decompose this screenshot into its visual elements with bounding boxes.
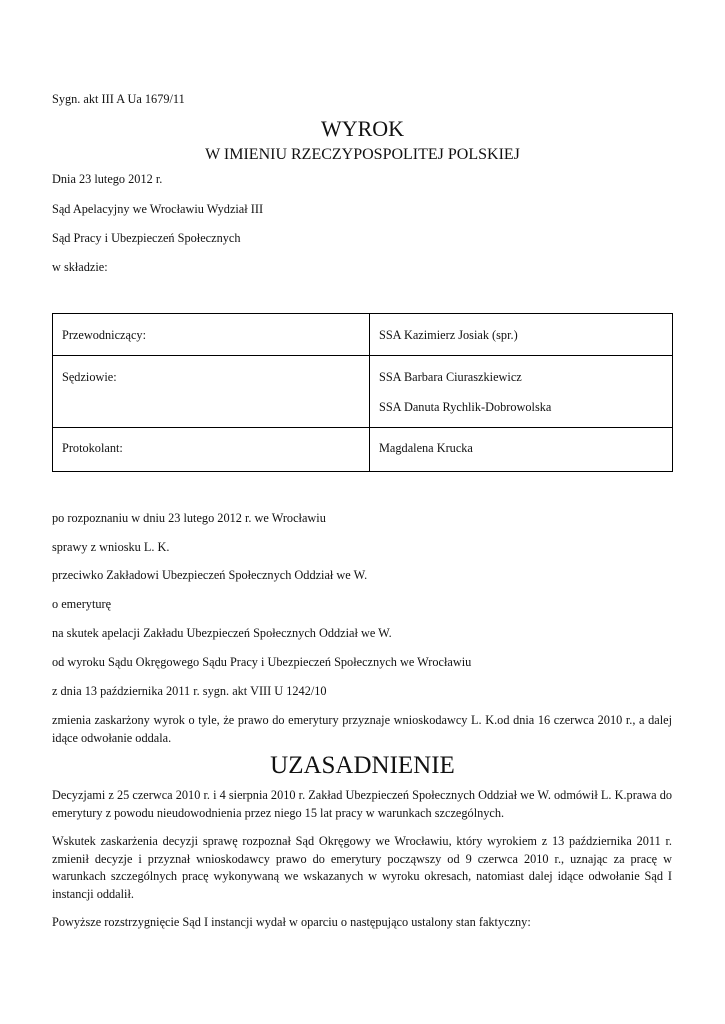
justification-paragraph-2: Wskutek zaskarżenia decyzji sprawę rozpoznał Sąd Okręgowy we Wrocławiu, który wyrokiem z 13 października 2011 r. zmienił decyzje i przyznał wnioskodawcy prawo do emerytury począwszy od 9 czerwca 2010 r., uznając za pracę w warunkach szczególnych pracę wykonywaną we wskazanych w wyroku okresach, natomiast dalej idące odwołanie Sąd I instancji oddalił.	[52, 834, 672, 901]
court-line-2: Sąd Pracy i Ubezpieczeń Społecznych	[52, 231, 241, 245]
proceedings-line-3: przeciwko Zakładowi Ubezpieczeń Społecznych Oddział we W.	[52, 568, 368, 582]
verdict-text: zmienia zaskarżony wyrok o tyle, że prawo do emerytury przyznaje wnioskodawcy L. K.od dnia 16 czerwca 2010 r., a dalej idące odwołanie oddala.	[52, 713, 672, 745]
clerk-label-cell	[53, 428, 370, 472]
composition-row-clerk	[53, 428, 673, 472]
justification-paragraph-1: Decyzjami z 25 czerwca 2010 r. i 4 sierpnia 2010 r. Zakład Ubezpieczeń Społecznych Oddział we W. odmówił L. K.prawa do emerytury z powodu nieudowodnienia przez niego 15 lat pracy w warunkach szczególnych.	[52, 788, 672, 820]
judges-label-cell	[53, 356, 370, 428]
proceedings-line-1: po rozpoznaniu w dniu 23 lutego 2012 r. we Wrocławiu	[52, 511, 326, 525]
composition-row-presiding	[53, 314, 673, 356]
judge-1: SSA Barbara Ciuraszkiewicz	[379, 370, 522, 384]
justification-title: UZASADNIENIE	[270, 752, 455, 779]
justification-paragraph-3: Powyższe rozstrzygnięcie Sąd I instancji wydał w oparciu o następująco ustalony stan faktyczny:	[52, 915, 531, 929]
composition-table	[52, 313, 673, 472]
presiding-label-cell	[53, 314, 370, 356]
judges-value-cell	[370, 356, 673, 428]
document-title: WYROK	[320, 116, 405, 141]
clerk-value-cell	[370, 428, 673, 472]
proceedings-line-4: o emeryturę	[52, 597, 112, 611]
clerk-value: Magdalena Krucka	[379, 441, 473, 455]
case-number: Sygn. akt III A Ua 1679/11	[52, 92, 185, 106]
composition-row-judges	[53, 356, 673, 428]
presiding-label: Przewodniczący:	[62, 328, 146, 342]
clerk-label: Protokolant:	[62, 441, 123, 455]
proceedings-line-5: na skutek apelacji Zakładu Ubezpieczeń Społecznych Oddział we W.	[52, 626, 392, 640]
judges-label: Sędziowie:	[62, 370, 117, 384]
document-subtitle: W IMIENIU RZECZYPOSPOLITEJ POLSKIEJ	[205, 146, 520, 163]
presiding-value-cell	[370, 314, 673, 356]
proceedings-line-6: od wyroku Sądu Okręgowego Sądu Pracy i Ubezpieczeń Społecznych we Wrocławiu	[52, 655, 472, 669]
judge-2: SSA Danuta Rychlik-Dobrowolska	[379, 400, 552, 414]
proceedings-line-2: sprawy z wniosku L. K.	[52, 540, 170, 554]
presiding-value: SSA Kazimierz Josiak (spr.)	[379, 328, 518, 342]
date-line: Dnia 23 lutego 2012 r.	[52, 172, 163, 186]
court-line-1: Sąd Apelacyjny we Wrocławiu Wydział III	[52, 202, 264, 216]
composition-label: w składzie:	[52, 260, 108, 274]
proceedings-line-7: z dnia 13 października 2011 r. sygn. akt VIII U 1242/10	[52, 684, 327, 698]
